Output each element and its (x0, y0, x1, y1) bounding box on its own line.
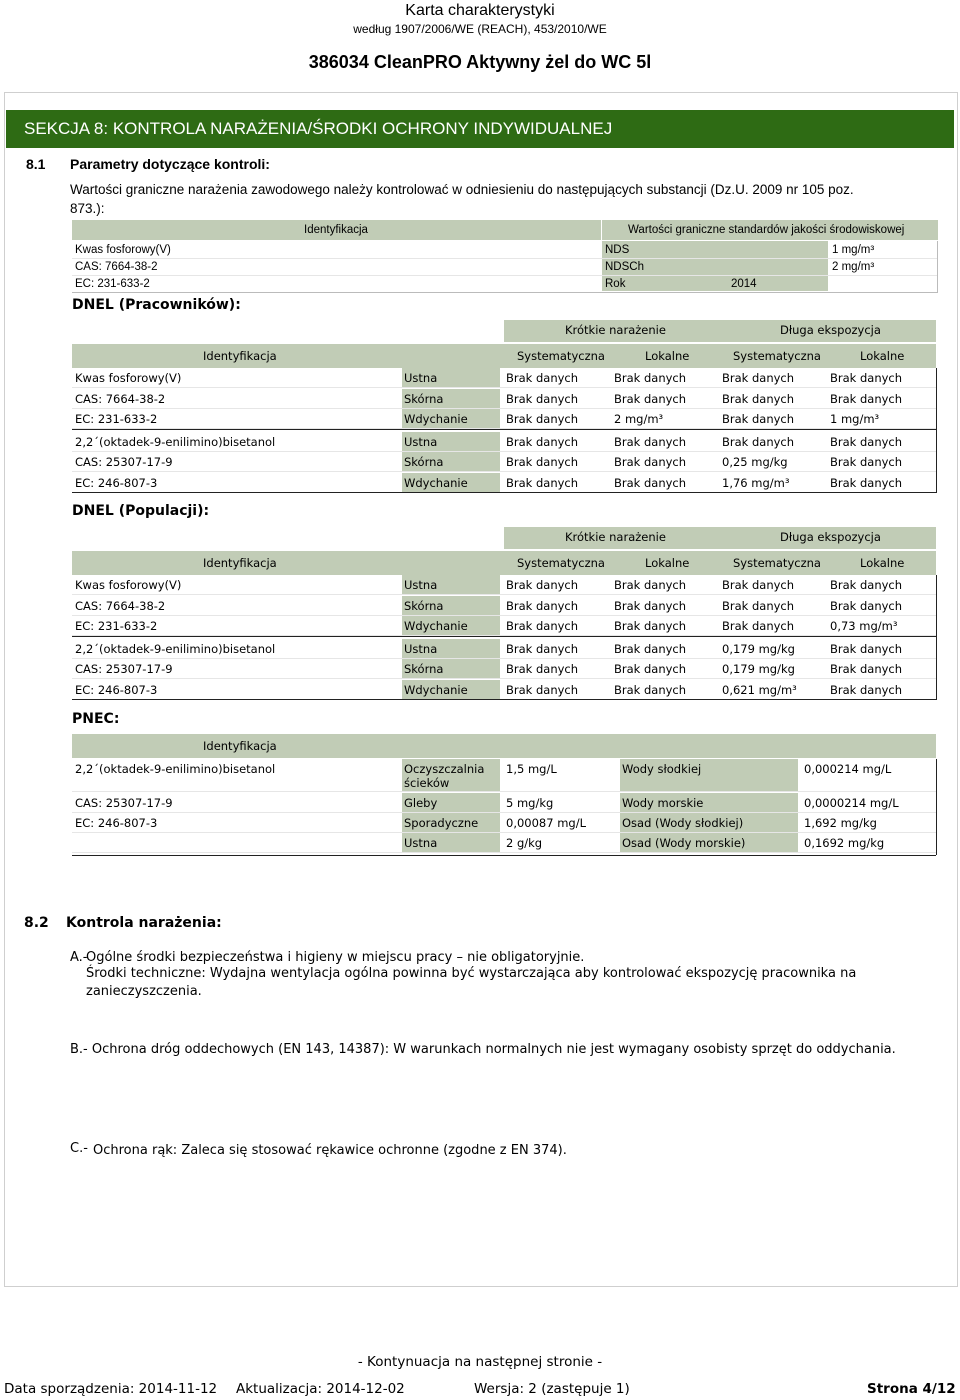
row-divider (72, 812, 936, 813)
pnec-value: 1,5 mg/L (506, 762, 557, 776)
exposure-route: Skórna (404, 662, 444, 676)
oel-cas: CAS: 7664-38-2 (75, 261, 158, 273)
dnel-value: Brak danych (506, 371, 579, 385)
row-divider (72, 387, 936, 388)
substance-id-line: Kwas fosforowy(V) (75, 578, 182, 592)
dnel-sys-header: Systematyczna (733, 349, 821, 363)
dnel-value: Brak danych (506, 434, 579, 449)
oel-year-label: Rok (605, 278, 626, 290)
pnec-bottom-border (72, 855, 936, 856)
s81-text-line2: 873.): (70, 201, 105, 216)
exposure-route: Skórna (404, 391, 444, 406)
footer-page: Strona 4/12 (867, 1381, 956, 1397)
section-8-title: SEKCJA 8: KONTROLA NARAŻENIA/ŚRODKI OCHRONY INDYWIDUALNEJ (24, 119, 613, 138)
dnel-value: Brak danych (614, 641, 687, 656)
dnel-value: Brak danych (722, 619, 795, 633)
row-divider (72, 451, 936, 452)
dnel-value: Brak danych (830, 475, 903, 490)
dnel-value: Brak danych (614, 598, 687, 613)
dnel-value: Brak danych (506, 455, 579, 469)
dnel-loc-header: Lokalne (645, 349, 690, 363)
exposure-route: Ustna (404, 578, 438, 592)
dnel-value: Brak danych (830, 434, 903, 449)
substance-id-line: EC: 246-807-3 (75, 475, 158, 490)
exposure-route: Wdychanie (404, 475, 468, 490)
dnel-value: Brak danych (506, 662, 579, 676)
dnel-short-header: Krótkie narażenie (565, 530, 666, 544)
dnel-value: Brak danych (614, 682, 687, 697)
pnec-compartment: Osad (Wody słodkiej) (622, 816, 744, 830)
oel-ident-header: Identyfikacja (304, 224, 368, 236)
pnec-value: 0,1692 mg/kg (804, 836, 885, 850)
pnec-ident-header: Identyfikacja (203, 739, 277, 753)
section-8-header (6, 110, 954, 148)
pnec-value: 0,0000214 mg/L (804, 796, 899, 810)
dnel-value: Brak danych (830, 455, 903, 469)
oel-year-value: 2014 (731, 278, 757, 290)
oel-values-header: Wartości graniczne standardów jakości środowiskowej (628, 224, 905, 236)
exposure-route: Skórna (404, 598, 444, 613)
dnel-value: 0,179 mg/kg (722, 662, 795, 676)
dnel-value: Brak danych (830, 391, 903, 406)
substance-id-line: CAS: 7664-38-2 (75, 598, 166, 613)
pnec-title: PNEC: (72, 711, 120, 727)
footer-version: Wersja: 2 (zastępuje 1) (474, 1381, 630, 1397)
s81-text-line1: Wartości graniczne narażenia zawodowego należy kontrolować w odniesieniu do następujących substancji (Dz.U. 2009 nr 105 poz. (70, 182, 854, 197)
s82-b-text: B.- Ochrona dróg oddechowych (EN 143, 14387): W warunkach normalnych nie jest wymagany osobisty sprzęt do oddychania. (70, 1042, 896, 1057)
row-divider (72, 594, 936, 595)
substance-id-line: EC: 246-807-3 (75, 682, 158, 697)
dnel-value: Brak danych (614, 619, 687, 633)
document-type-title: Karta charakterystyki (405, 2, 555, 19)
substance-id-line: EC: 231-633-2 (75, 619, 158, 633)
dnel-value: Brak danych (506, 641, 579, 656)
dnel-value: 2 mg/m³ (614, 412, 664, 426)
dnel-loc-header: Lokalne (860, 349, 905, 363)
dnel-value: Brak danych (722, 578, 795, 592)
dnel-value: Brak danych (830, 641, 903, 656)
dnel-value: Brak danych (506, 619, 579, 633)
substance-id-line: CAS: 25307-17-9 (75, 455, 173, 469)
dnel-value: Brak danych (830, 598, 903, 613)
pnec-compartment: Gleby (404, 796, 438, 810)
dnel-loc-header: Lokalne (645, 556, 690, 570)
dnel-value: Brak danych (506, 391, 579, 406)
pnec-compartment: Sporadyczne (404, 816, 479, 830)
dnel-long-header: Długa ekspozycja (780, 323, 881, 337)
pnec-id-line: 2,2´(oktadek-9-enilimino)bisetanol (75, 762, 276, 776)
dnel-value: Brak danych (722, 434, 795, 449)
s82-a-line3: zanieczyszczenia. (86, 984, 202, 999)
dnel-value: 0,621 mg/m³ (722, 682, 797, 697)
dnel-long-header: Długa ekspozycja (780, 530, 881, 544)
exposure-route: Ustna (404, 371, 438, 385)
dnel-population-title: DNEL (Populacji): (72, 503, 210, 519)
pnec-compartment: Wody słodkiej (622, 762, 702, 776)
dnel-value: Brak danych (614, 391, 687, 406)
row-divider (72, 471, 936, 472)
dnel-value: 0,73 mg/m³ (830, 619, 898, 633)
dnel-value: Brak danych (722, 598, 795, 613)
exposure-route: Wdychanie (404, 412, 468, 426)
dnel-value: Brak danych (830, 682, 903, 697)
pnec-value: 0,00087 mg/L (506, 816, 586, 830)
dnel-value: Brak danych (614, 371, 687, 385)
dnel-value: Brak danych (614, 475, 687, 490)
substance-id-line: 2,2´(oktadek-9-enilimino)bisetanol (75, 434, 276, 449)
table-right-border (936, 575, 937, 700)
product-title: 386034 CleanPRO Aktywny żel do WC 5l (308, 52, 652, 72)
s82-c-prefix: C.- (70, 1141, 88, 1156)
dnel-value: 0,25 mg/kg (722, 455, 788, 469)
dnel-workers-title: DNEL (Pracowników): (72, 297, 241, 313)
pnec-id-line: EC: 246-807-3 (75, 816, 158, 830)
group-divider (72, 699, 936, 700)
row-divider (72, 658, 936, 659)
dnel-value: Brak danych (614, 434, 687, 449)
dnel-value: Brak danych (506, 412, 579, 426)
s82-number: 8.2 (24, 915, 49, 931)
continued-note: - Kontynuacja na następnej stronie - (357, 1354, 603, 1370)
dnel-sys-header: Systematyczna (517, 349, 605, 363)
row-divider (72, 408, 936, 409)
pnec-compartment: Oczyszczalnia ścieków (404, 762, 485, 790)
s82-c-text: Ochrona rąk: Zaleca się stosować rękawice ochronne (zgodne z EN 374). (93, 1143, 567, 1158)
pnec-value: 2 g/kg (506, 836, 543, 850)
dnel-value: Brak danych (830, 578, 903, 592)
dnel-value: Brak danych (506, 475, 579, 490)
group-divider (72, 429, 936, 430)
pnec-id-line: CAS: 25307-17-9 (75, 796, 173, 810)
dnel-value: 0,179 mg/kg (722, 641, 795, 656)
dnel-value: Brak danych (722, 371, 795, 385)
pnec-compartment: Ustna (404, 836, 438, 850)
dnel-value: 1,76 mg/m³ (722, 475, 790, 490)
dnel-value: Brak danych (830, 371, 903, 385)
table-right-border (936, 368, 937, 493)
pnec-compartment: Osad (Wody morskie) (622, 836, 746, 850)
s82-a-line2: Środki techniczne: Wydajna wentylacja ogólna powinna być wystarczająca aby kontrolować ekspozycję pracownika na (86, 966, 857, 981)
substance-id-line: EC: 231-633-2 (75, 412, 158, 426)
dnel-ident-header: Identyfikacja (203, 349, 277, 363)
oel-nds-value: 1 mg/m³ (832, 244, 875, 256)
footer-update: Aktualizacja: 2014-12-02 (236, 1381, 405, 1397)
dnel-loc-header: Lokalne (860, 556, 905, 570)
exposure-route: Skórna (404, 455, 444, 469)
dnel-ident-header: Identyfikacja (203, 556, 277, 570)
dnel-value: Brak danych (722, 412, 795, 426)
row-divider (72, 791, 936, 792)
dnel-short-header: Krótkie narażenie (565, 323, 666, 337)
regulation-subtitle: według 1907/2006/WE (REACH), 453/2010/WE (353, 22, 607, 36)
row-divider (72, 678, 936, 679)
oel-nds-label: NDS (605, 244, 630, 256)
pnec-compartment: Wody morskie (622, 796, 704, 810)
dnel-value: Brak danych (506, 578, 579, 592)
row-divider (72, 615, 936, 616)
pnec-value: 1,692 mg/kg (804, 816, 877, 830)
substance-id-line: CAS: 7664-38-2 (75, 391, 166, 406)
substance-id-line: 2,2´(oktadek-9-enilimino)bisetanol (75, 641, 276, 656)
exposure-route: Ustna (404, 434, 438, 449)
row-divider (72, 852, 936, 853)
row-divider (72, 832, 936, 833)
dnel-value: 1 mg/m³ (830, 412, 880, 426)
s82-title: Kontrola narażenia: (66, 915, 222, 931)
pnec-header-bg (72, 734, 936, 758)
substance-id-line: Kwas fosforowy(V) (75, 371, 182, 385)
footer-date: Data sporządzenia: 2014-11-12 (4, 1381, 218, 1397)
dnel-value: Brak danych (830, 662, 903, 676)
dnel-value: Brak danych (614, 578, 687, 592)
exposure-route: Wdychanie (404, 619, 468, 633)
oel-ndsch-value: 2 mg/m³ (832, 261, 875, 273)
oel-ndsch-label: NDSCh (605, 261, 644, 273)
group-divider (72, 636, 936, 637)
oel-ec: EC: 231-633-2 (75, 278, 150, 290)
dnel-value: Brak danych (614, 662, 687, 676)
dnel-value: Brak danych (722, 391, 795, 406)
group-divider (72, 492, 936, 493)
dnel-value: Brak danych (614, 455, 687, 469)
pnec-right-border (936, 759, 937, 855)
exposure-route: Ustna (404, 641, 438, 656)
dnel-value: Brak danych (506, 682, 579, 697)
dnel-value: Brak danych (506, 598, 579, 613)
exposure-route: Wdychanie (404, 682, 468, 697)
oel-substance: Kwas fosforowy(V) (75, 244, 171, 256)
substance-id-line: CAS: 25307-17-9 (75, 662, 173, 676)
s81-title: Parametry dotyczące kontroli: (70, 156, 270, 172)
dnel-sys-header: Systematyczna (517, 556, 605, 570)
pnec-value: 0,000214 mg/L (804, 762, 892, 776)
s81-number: 8.1 (26, 156, 46, 172)
dnel-sys-header: Systematyczna (733, 556, 821, 570)
s82-a-line1: Ogólne środki bezpieczeństwa i higieny w miejscu pracy – nie obligatoryjnie. (86, 950, 585, 965)
s82-a-prefix: A.- (70, 950, 88, 965)
pnec-value: 5 mg/kg (506, 796, 554, 810)
